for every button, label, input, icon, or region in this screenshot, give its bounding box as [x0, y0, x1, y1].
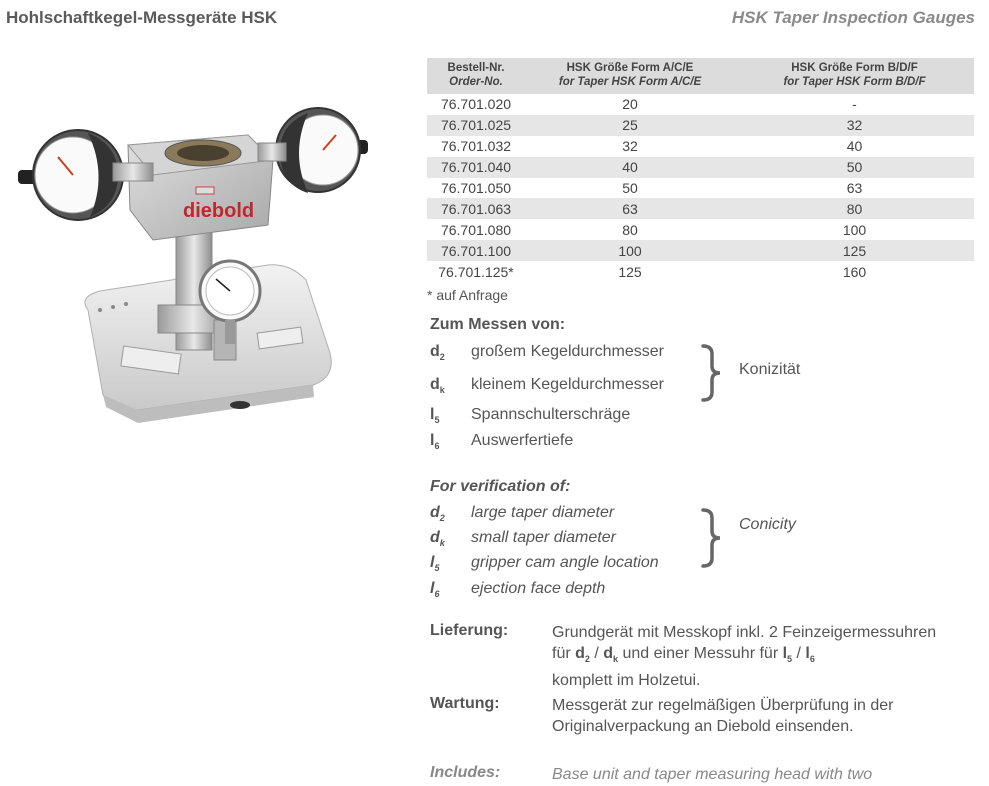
delivery-label: Lieferung:	[430, 622, 509, 639]
header-form-bdf: HSK Größe Form B/D/F for Taper HSK Form B/D/F	[735, 58, 974, 94]
group-label-conicity-de: Konizität	[739, 361, 801, 378]
measure-title-en: For verification of:	[430, 478, 571, 495]
measure-item-de: Spannschulterschräge	[471, 406, 631, 423]
table-row: 76.701.040 40 50	[427, 157, 974, 178]
table-footnote: * auf Anfrage	[427, 287, 508, 303]
table-row: 76.701.080 80 100	[440, 221, 867, 238]
measure-item-de: großem Kegeldurchmesser	[471, 343, 664, 360]
symbol-l5: $l_5$	[430, 554, 440, 574]
measure-item-de: Auswerfertiefe	[471, 432, 574, 449]
page-title-german: Hohlschaftkegel-Messgeräte HSK	[6, 8, 278, 27]
symbol-dk: $d_k$	[430, 529, 445, 549]
symbol-d2: $d_2$	[430, 504, 445, 524]
product-photo	[18, 105, 368, 425]
table-header-row	[427, 58, 974, 94]
maintenance-text: Messgerät zur regelmäßigen Überprüfung in der Originalverpackung an Diebold einsenden.	[552, 697, 894, 735]
maintenance-label: Wartung:	[430, 695, 500, 712]
measure-item-en: small taper diameter	[471, 529, 616, 546]
symbol-l6: $l_6$	[430, 580, 440, 600]
table-row: 76.701.050 50 63	[440, 180, 863, 196]
header-form-ace: HSK Größe Form A/C/E for Taper HSK Form A/C/E	[525, 58, 735, 94]
table-row: 76.701.032 32 40	[440, 138, 863, 155]
brace-icon	[700, 508, 724, 568]
brace-icon	[700, 344, 724, 402]
table-row: 76.701.025 25 32	[427, 115, 974, 136]
symbol-l5: $l_5$	[430, 406, 440, 426]
measure-item-de: kleinem Kegeldurchmesser	[471, 376, 664, 393]
measure-item-en: ejection face depth	[471, 580, 606, 597]
brand-logo: diebold	[183, 200, 255, 222]
table-row: 76.701.125* 125 160	[438, 263, 867, 280]
header-order-no: Bestell-Nr. Order-No.	[427, 58, 525, 94]
includes-label: Includes:	[430, 764, 501, 781]
includes-text: Base unit and taper measuring head with two	[552, 766, 873, 783]
group-label-conicity-en: Conicity	[739, 516, 796, 533]
delivery-text: Grundgerät mit Messkopf inkl. 2 Feinzeigermessuhren für $d_2 / d_k$ und einer Messuhr für $l_5 / l_6$ komplett im Holzetui.	[552, 624, 937, 690]
order-table	[427, 58, 974, 282]
measure-item-en: gripper cam angle location	[471, 554, 659, 571]
symbol-l6: $l_6$	[430, 432, 440, 452]
symbol-d2: $d_2$	[430, 343, 445, 363]
table-row: 76.701.100 100 125	[427, 240, 974, 261]
table-row: 76.701.063 63 80	[427, 198, 974, 219]
symbol-dk: $d_k$	[430, 376, 445, 396]
table-row: 76.701.020 20 -	[440, 96, 857, 113]
page-title-english: HSK Taper Inspection Gauges	[731, 8, 975, 27]
measure-title-de: Zum Messen von:	[430, 316, 566, 333]
measure-item-en: large taper diameter	[471, 504, 615, 521]
